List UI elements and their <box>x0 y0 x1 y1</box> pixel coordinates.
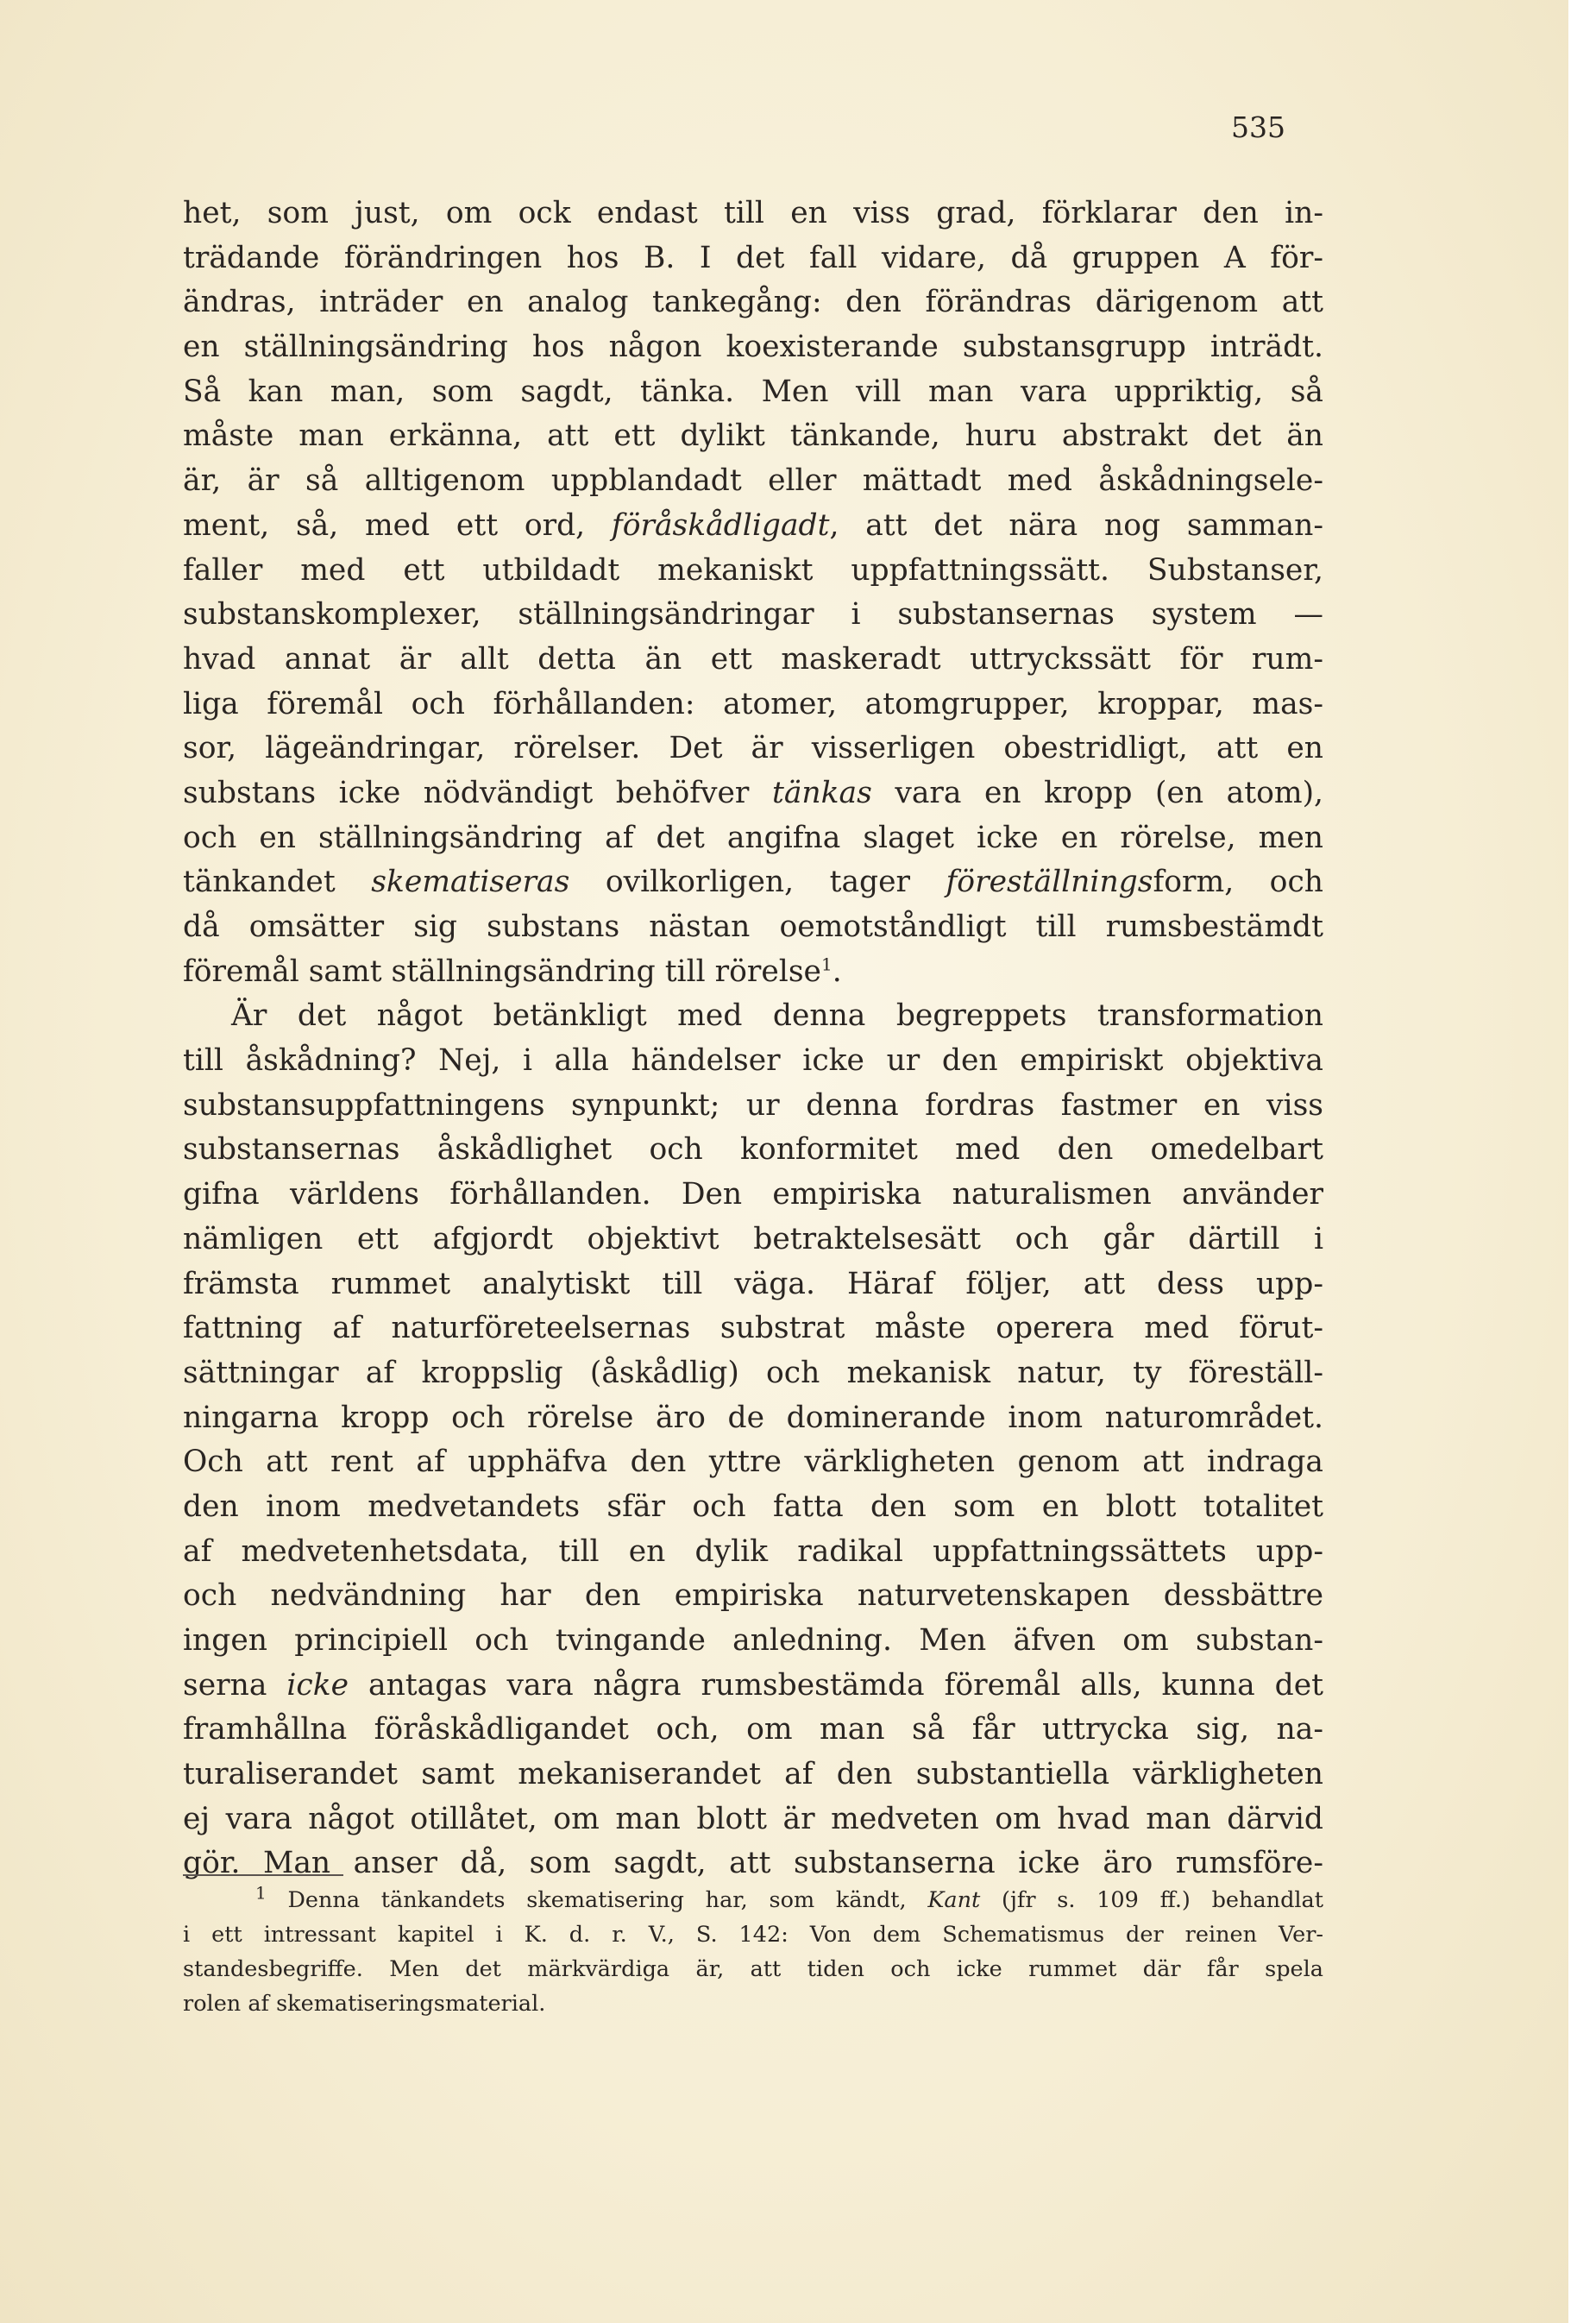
text-run: ej vara något otillåtet, om man blott är medveten om hvad man därvid <box>183 1801 1323 1836</box>
text-run: hvad annat är allt detta än ett maskeradt uttryckssätt för rum- <box>183 641 1323 677</box>
footnote-number: 1 <box>255 1883 267 1904</box>
text-line <box>183 950 1323 995</box>
text-line <box>183 414 1323 459</box>
text-run: Är det något betänkligt med denna begreppets transformation <box>231 998 1323 1034</box>
text-line <box>183 1396 1323 1441</box>
text-line <box>183 1173 1323 1218</box>
text-line <box>183 1753 1323 1797</box>
text-run: Och att rent af upphäfva den yttre värkligheten genom att indraga <box>183 1445 1323 1480</box>
text-run: Så kan man, som sagdt, tänka. Men vill man vara uppriktig, så <box>183 374 1323 409</box>
italic-run: föråskådligadt <box>611 507 830 543</box>
text-run: antagas vara några rumsbestämda föremål alls, kunna det <box>349 1667 1323 1703</box>
text-run: gör. Man anser då, som sagdt, att substanserna icke äro rumsföre- <box>183 1846 1323 1881</box>
text-run: sor, lägeändringar, rörelser. Det är visserligen obestridligt, att en <box>183 731 1323 766</box>
text-run: fattning af naturföreteelsernas substrat måste operera med förut- <box>183 1311 1323 1346</box>
text-line <box>183 1128 1323 1173</box>
text-run: turaliserandet samt mekaniserandet af den substantiella värkligheten <box>183 1757 1323 1792</box>
text-line <box>183 1218 1323 1262</box>
text-line <box>183 1262 1323 1307</box>
text-run: gifna världens förhållanden. Den empiriska naturalismen använder <box>183 1177 1323 1212</box>
text-run: och en ställningsändring af det angifna slaget icke en rörelse, men <box>183 820 1323 855</box>
text-line <box>183 638 1323 683</box>
footnotes <box>183 1883 1323 2021</box>
text-run: af medvetenhetsdata, till en dylik radikal uppfattningssättets upp- <box>183 1533 1323 1569</box>
text-run: serna <box>183 1667 287 1703</box>
text-run: ovilkorligen, tager <box>569 865 946 900</box>
text-run: substans icke nödvändigt behöfver <box>183 775 772 810</box>
text-line <box>183 236 1323 281</box>
text-run: vara en kropp (en atom), <box>871 775 1323 810</box>
text-line <box>183 370 1323 415</box>
text-line <box>183 1841 1323 1886</box>
text-run: tänkandet <box>183 865 372 900</box>
text-run: främsta rummet analytiskt till väga. Häraf följer, att dess upp- <box>183 1266 1323 1301</box>
text-run: Denna tänkandets skematisering har, som kändt, <box>266 1887 928 1913</box>
italic-run: Kant <box>927 1887 981 1913</box>
text-run: substanskomplexer, ställningsändringar i substansernas system — <box>183 597 1323 633</box>
text-line <box>183 549 1323 594</box>
text-run: ningarna kropp och rörelse äro de dominerande inom naturområdet. <box>183 1400 1323 1435</box>
text-line <box>183 1574 1323 1619</box>
text-line <box>183 1619 1323 1664</box>
text-run: framhållna föråskådligandet och, om man så får uttrycka sig, na- <box>183 1712 1323 1747</box>
text-run: i ett intressant kapitel i K. d. r. V., S. 142: Von dem Schematismus der reinen Ver- <box>183 1922 1323 1948</box>
text-run: den inom medvetandets sfär och fatta den som en blott totalitet <box>183 1489 1323 1524</box>
text-run: en ställningsändring hos någon koexisterande substansgrupp inträdt. <box>183 330 1323 365</box>
text-line <box>183 1797 1323 1842</box>
text-line <box>183 1440 1323 1485</box>
text-run: liga föremål och förhållanden: atomer, atomgrupper, kroppar, mas- <box>183 686 1323 721</box>
text-line <box>183 860 1323 905</box>
text-run: standesbegriffe. Men det märkvärdiga är, att tiden och icke rummet där får spela <box>183 1956 1323 1982</box>
text-run: form, och <box>1153 865 1323 900</box>
text-run: faller med ett utbildadt mekaniskt uppfattningssätt. Substanser, <box>183 552 1323 588</box>
text-line <box>183 1084 1323 1129</box>
text-line <box>183 1664 1323 1709</box>
italic-run: tänkas <box>771 775 872 810</box>
text-run: då omsätter sig substans nästan oemotståndligt till rumsbestämdt <box>183 910 1323 944</box>
text-line <box>183 1708 1323 1753</box>
scan-margin <box>1568 0 1596 2323</box>
italic-run: föreställnings <box>946 865 1153 900</box>
text-line <box>183 325 1323 370</box>
text-run: ment, så, med ett ord, <box>183 507 612 543</box>
footnote-line <box>183 1952 1323 1986</box>
text-run: nämligen ett afgjordt objektivt betraktelsesätt och går därtill i <box>183 1221 1323 1256</box>
text-line <box>183 1039 1323 1084</box>
text-run: het, som just, om ock endast till en viss grad, förklarar den in- <box>183 196 1323 230</box>
text-run: , att det nära nog samman- <box>829 507 1323 543</box>
footnote-marker: 1 <box>820 954 833 975</box>
italic-run: icke <box>286 1667 349 1703</box>
text-line <box>183 1530 1323 1575</box>
text-line <box>183 683 1323 727</box>
footnote-line <box>183 1986 1323 2021</box>
text-run: måste man erkänna, att ett dylikt tänkande, huru abstrakt det än <box>183 419 1323 454</box>
text-line <box>183 504 1323 549</box>
text-run: rolen af skematiseringsmaterial. <box>183 1991 546 2017</box>
text-line <box>183 727 1323 771</box>
text-line <box>183 994 1323 1039</box>
text-line <box>183 1306 1323 1351</box>
text-run: ändras, inträder en analog tankegång: den förändras därigenom att <box>183 285 1323 320</box>
body-text <box>183 192 1323 1886</box>
text-line <box>183 459 1323 504</box>
text-run: är, är så alltigenom uppblandadt eller mättadt med åskådningsele- <box>183 463 1323 499</box>
text-run: . <box>832 954 842 989</box>
text-run: (jfr s. 109 ff.) behandlat <box>980 1887 1323 1913</box>
text-run: till åskådning? Nej, i alla händelser icke ur den empiriskt objektiva <box>183 1043 1323 1079</box>
footnote-line <box>183 1917 1323 1952</box>
text-line <box>183 1351 1323 1396</box>
text-line <box>183 771 1323 816</box>
text-line <box>183 905 1323 950</box>
text-run: trädande förändringen hos B. I det fall vidare, då gruppen A för- <box>183 240 1323 275</box>
page-number: 535 <box>1231 110 1285 144</box>
text-run: substansernas åskådlighet och konformitet med den omedelbart <box>183 1132 1323 1168</box>
text-line <box>183 280 1323 325</box>
text-run: föremål samt ställningsändring till rörelse <box>183 954 821 989</box>
text-run: och nedvändning har den empiriska naturvetenskapen dessbättre <box>183 1578 1323 1614</box>
italic-run: skematiseras <box>371 865 570 900</box>
text-line <box>183 192 1323 236</box>
footnote-divider <box>183 1874 343 1876</box>
text-line <box>183 1485 1323 1530</box>
text-run: substansuppfattningens synpunkt; ur denna fordras fastmer en viss <box>183 1087 1323 1123</box>
text-run: ingen principiell och tvingande anledning. Men äfven om substan- <box>183 1623 1323 1658</box>
text-line <box>183 593 1323 638</box>
text-run: sättningar af kroppslig (åskådlig) och mekanisk natur, ty föreställ- <box>183 1355 1323 1390</box>
footnote-line <box>183 1883 1323 1917</box>
text-line <box>183 816 1323 861</box>
